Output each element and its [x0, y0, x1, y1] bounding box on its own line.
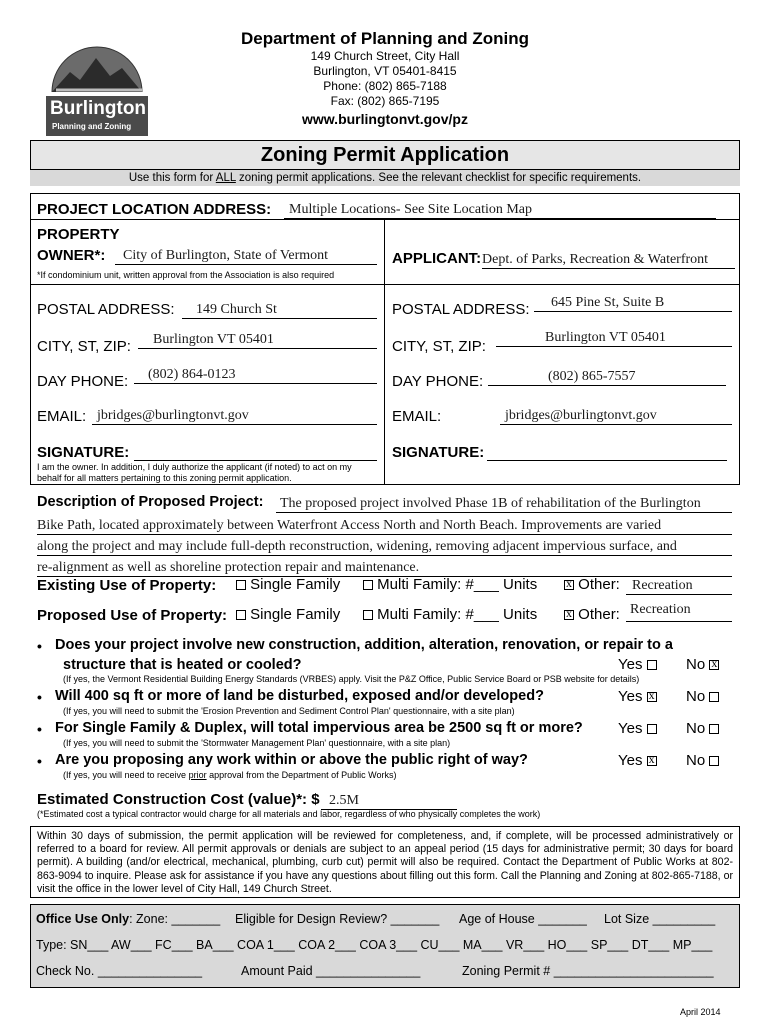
question-3-no-label: No [686, 720, 706, 737]
bullet-icon: • [37, 721, 42, 737]
location-label: PROJECT LOCATION ADDRESS: [37, 201, 272, 218]
owner-note: *If condominium unit, written approval from the Association is also required [37, 270, 335, 280]
office-check-field[interactable]: Check No. _______________ [36, 964, 203, 978]
owner-phone-field[interactable]: (802) 864-0123 [134, 367, 377, 384]
question-1-no-label: No [686, 656, 706, 673]
proposed-multi-family-label: Multi Family: #___ Units [377, 606, 538, 623]
department-fax: Fax: (802) 865-7195 [330, 94, 440, 108]
owner-email-field[interactable]: jbridges@burlingtonvt.gov [92, 408, 377, 425]
owner-label-line1: PROPERTY [37, 226, 120, 243]
review-info-box [30, 826, 740, 898]
existing-single-family-label: Single Family [250, 576, 341, 593]
department-logo [46, 32, 148, 136]
applicant-postal-field[interactable]: 645 Pine St, Suite B [534, 295, 732, 312]
owner-email-label: EMAIL: [37, 408, 87, 425]
proposed-other-field[interactable]: Recreation [626, 602, 732, 622]
description-line-4[interactable]: re-alignment as well as shoreline protection repair and maintenance. [37, 560, 732, 577]
proposed-use-label: Proposed Use of Property: [37, 607, 228, 624]
question-4-yes-label: Yes [618, 752, 643, 769]
existing-other-checkbox[interactable] [564, 580, 574, 590]
existing-other-label: Other: [578, 576, 620, 593]
cost-note: (*Estimated cost a typical contractor would charge for all materials and labor, regardless of who physically completes the work) [37, 809, 541, 819]
instructions-bar: Use this form for ALL zoning permit applications. See the relevant checklist for specific requirements. [30, 170, 740, 186]
owner-signature-note: I am the owner. In addition, I duly authorize the applicant (if noted) to act on my behalf for all matters pertaining to this zoning permit application. [37, 462, 352, 483]
question-1-text-2: structure that is heated or cooled? [63, 657, 302, 673]
cost-label: Estimated Construction Cost (value)*: $ [37, 791, 320, 808]
question-1-note: (If yes, the Vermont Residential Building Energy Standards (VRBES) apply. Visit the P&Z Office, Public Service Board or PSB website for details) [63, 674, 640, 684]
logo-subtext: Planning and Zoning [52, 122, 132, 131]
question-4-text: Are you proposing any work within or above the public right of way? [55, 752, 528, 768]
question-1-yes-checkbox[interactable] [647, 660, 657, 670]
owner-signature-label: SIGNATURE: [37, 444, 130, 461]
office-type-fields[interactable]: Type: SN___ AW___ FC___ BA___ COA 1___ COA 2___ COA 3___ CU___ MA___ VR___ HO___ SP___ DT___ MP___ [36, 938, 713, 952]
page-title: Zoning Permit Application [260, 144, 510, 166]
office-amount-field[interactable]: Amount Paid _______________ [241, 964, 421, 978]
question-1-yes-label: Yes [618, 656, 643, 673]
question-2-no-checkbox[interactable] [709, 692, 719, 702]
office-zone-field[interactable]: : Zone: _______ [129, 912, 221, 926]
question-2-text: Will 400 sq ft or more of land be disturbed, exposed and/or developed? [55, 688, 544, 704]
description-line-1[interactable]: The proposed project involved Phase 1B of rehabilitation of the Burlington [276, 496, 732, 513]
question-4-yes-checkbox[interactable] [647, 756, 657, 766]
question-2-note: (If yes, you will need to submit the 'Erosion Prevention and Sediment Control Plan' questionnaire, with a site plan) [63, 706, 515, 716]
question-2-yes-label: Yes [618, 688, 643, 705]
applicant-signature-label: SIGNATURE: [392, 444, 485, 461]
owner-signature-field[interactable] [134, 444, 377, 461]
office-use-label: Office Use Only [36, 912, 130, 926]
footer-date: April 2014 [680, 1007, 721, 1017]
question-4-no-checkbox[interactable] [709, 756, 719, 766]
department-website[interactable]: www.burlingtonvt.gov/pz [302, 111, 468, 127]
question-4-note: (If yes, you will need to receive prior approval from the Department of Public Works) [63, 770, 397, 780]
existing-multi-family-label: Multi Family: #___ Units [377, 576, 538, 593]
row-divider [30, 219, 740, 220]
applicant-label: APPLICANT: [392, 250, 482, 267]
description-line-3[interactable]: along the project and may include full-depth reconstruction, widening, removing adjacent impervious surface, and [37, 539, 732, 556]
office-lot-size-field[interactable]: Lot Size _________ [604, 912, 716, 926]
owner-phone-label: DAY PHONE: [37, 373, 129, 390]
question-3-yes-label: Yes [618, 720, 643, 737]
applicant-signature-field[interactable] [487, 444, 727, 461]
question-3-note: (If yes, you will need to submit the 'Stormwater Management Plan' questionnaire, with a site plan) [63, 738, 451, 748]
existing-use-label: Existing Use of Property: [37, 577, 217, 594]
existing-multi-family-checkbox[interactable] [363, 580, 373, 590]
owner-label-line2: OWNER*: [37, 247, 106, 264]
owner-city-label: CITY, ST, ZIP: [37, 338, 131, 355]
question-2-yes-checkbox[interactable] [647, 692, 657, 702]
applicant-phone-field[interactable]: (802) 865-7557 [488, 369, 726, 386]
bullet-icon: • [37, 753, 42, 769]
owner-postal-label: POSTAL ADDRESS: [37, 301, 175, 318]
applicant-city-field[interactable]: Burlington VT 05401 [496, 330, 732, 347]
office-age-field[interactable]: Age of House _______ [459, 912, 587, 926]
applicant-postal-label: POSTAL ADDRESS: [392, 301, 530, 318]
proposed-single-family-label: Single Family [250, 606, 341, 623]
title-box [30, 140, 740, 170]
applicant-city-label: CITY, ST, ZIP: [392, 338, 486, 355]
question-4-no-label: No [686, 752, 706, 769]
description-label: Description of Proposed Project: [37, 494, 264, 510]
proposed-other-label: Other: [578, 606, 620, 623]
applicant-email-label: EMAIL: [392, 408, 442, 425]
bullet-icon: • [37, 689, 42, 705]
proposed-multi-family-checkbox[interactable] [363, 610, 373, 620]
question-2-no-label: No [686, 688, 706, 705]
applicant-email-field[interactable]: jbridges@burlingtonvt.gov [500, 408, 732, 425]
proposed-other-checkbox[interactable] [564, 610, 574, 620]
department-address-2: Burlington, VT 05401-8415 [313, 64, 457, 78]
existing-other-field[interactable]: Recreation [626, 578, 732, 595]
location-field[interactable]: Multiple Locations- See Site Location Map [284, 202, 716, 219]
department-phone: Phone: (802) 865-7188 [323, 79, 447, 93]
applicant-phone-label: DAY PHONE: [392, 373, 484, 390]
office-zoning-permit-field[interactable]: Zoning Permit # _______________________ [462, 964, 714, 978]
column-divider [384, 219, 385, 485]
description-line-2[interactable]: Bike Path, located approximately between Waterfront Access North and North Beach. Improvements are varied [37, 518, 732, 535]
bullet-icon: • [37, 638, 42, 654]
cost-field[interactable]: 2.5M [321, 793, 457, 810]
review-info-text: Within 30 days of submission, the permit application will be reviewed for completeness, and, if complete, will be processed administratively or referred to a board for review. All permit approvals or denials are subject to an appeal period (15 days for administrative permit; 30 days for board permit). A building (and/or electrical, mechanical, plumbing, curb cut) permit will also be required. Contact the Department of Public Works at 802-863-9094 to inquire. Please ask for assistance if you have any questions about filling out this form. Call the Planning and Zoning at 802-865-7188, or visit the office in the lower level of City Hall, 149 Church Street. [37, 830, 733, 895]
owner-field[interactable]: City of Burlington, State of Vermont [115, 248, 377, 265]
question-3-no-checkbox[interactable] [709, 724, 719, 734]
question-1-text-1: Does your project involve new construction, addition, alteration, renovation, or repair to a [55, 637, 673, 653]
question-3-yes-checkbox[interactable] [647, 724, 657, 734]
department-name: Department of Planning and Zoning [240, 29, 530, 48]
applicant-field[interactable]: Dept. of Parks, Recreation & Waterfront [482, 252, 735, 269]
proposed-single-family-checkbox[interactable] [236, 610, 246, 620]
owner-postal-field[interactable]: 149 Church St [182, 302, 377, 319]
owner-city-field[interactable]: Burlington VT 05401 [138, 332, 377, 349]
question-3-text: For Single Family & Duplex, will total impervious area be 2500 sq ft or more? [55, 720, 583, 736]
row-divider [30, 284, 740, 285]
office-design-review-field[interactable]: Eligible for Design Review? _______ [235, 912, 440, 926]
logo-text: Burlington [50, 98, 147, 119]
question-1-no-checkbox[interactable] [709, 660, 719, 670]
existing-single-family-checkbox[interactable] [236, 580, 246, 590]
department-address-1: 149 Church Street, City Hall [310, 49, 460, 63]
